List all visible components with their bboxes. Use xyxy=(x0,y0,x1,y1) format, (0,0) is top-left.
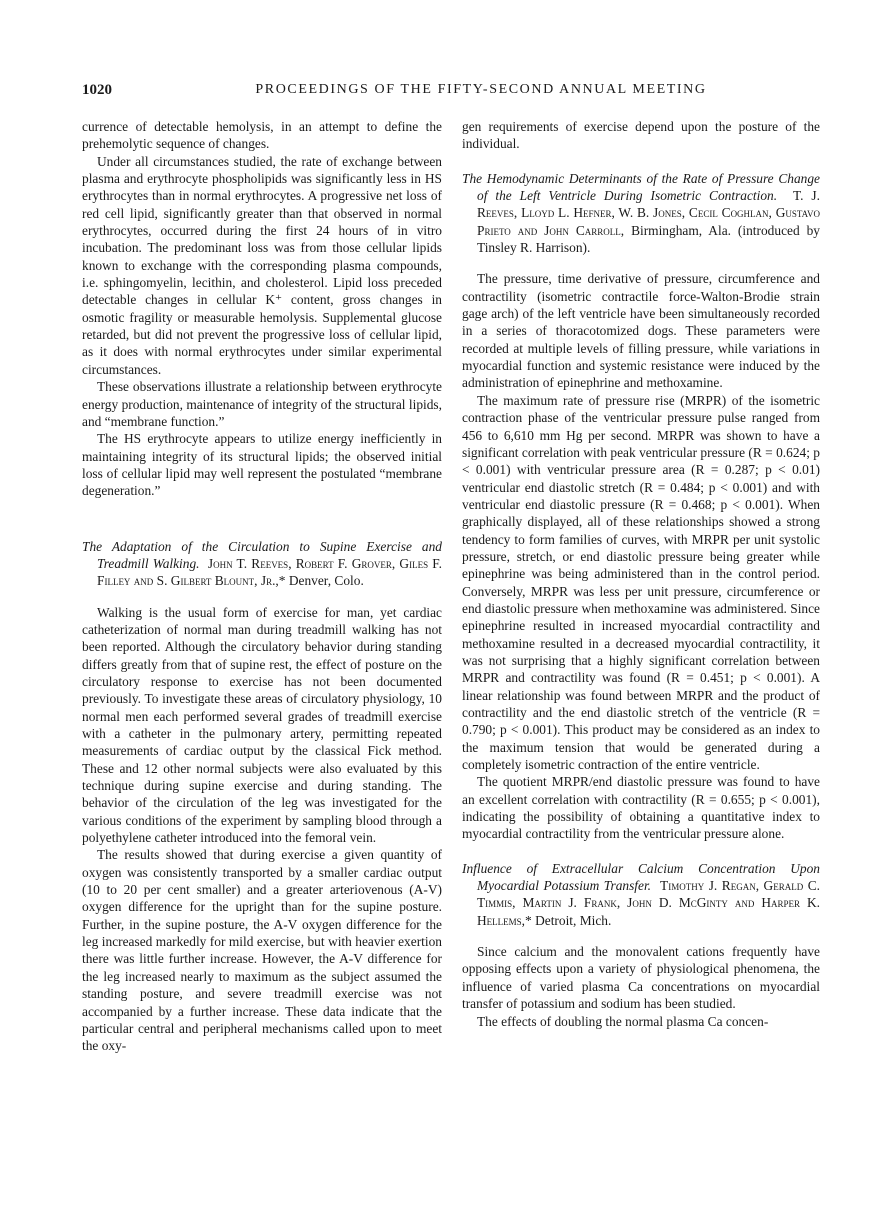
article-heading xyxy=(82,538,442,590)
paragraph: gen requirements of exercise depend upon the posture of the individual. xyxy=(462,119,820,152)
article-title: Influence of Extracellular Calcium Concentration Upon Myocardial Potassium Transfer. xyxy=(462,860,820,894)
paragraph: Walking is the usual form of exercise for man, yet cardiac catheterization of normal man during treadmill walking has not been reported. Although the circulatory behavior during standing differs greatly from that of supine rest, the effect of posture on the circulatory response to exercise has not been documented previously. To investigate these areas of circulatory physiology, 10 normal men each performed several grades of treadmill exercise with a catheter in the pulmonary artery, permitting repeated measurements of cardiac output by the classical Fick method. These and 12 other normal subjects were also evaluated by this technique during supine exercise and during standing. The behavior of the circulation of the leg was investigated for the various conditions of the experiment by sampling blood through a polyethylene catheter introduced into the femoral vein. xyxy=(82,604,442,846)
article-title: The Hemodynamic Determinants of the Rate of Pressure Change of the Left Ventricle During Isometric Contraction. xyxy=(462,170,820,204)
article-heading xyxy=(462,170,820,257)
article-authors: Timothy J. Regan, Gerald C. Timmis, Martin J. Frank, John D. McGinty and Harper K. Hellems,* xyxy=(477,878,820,928)
article-location: Denver, Colo. xyxy=(288,573,364,589)
page-header xyxy=(82,82,820,102)
paragraph: The pressure, time derivative of pressure, circumference and contractility (isometric contractile force-Walton-Brodie strain gage arch) of the left ventricle have been simultaneously recorded in a series of thoracotomized dogs. These parameters were recorded at multiple levels of filling pressure, while variations in myocardial function and systemic resistance were induced by the administration of epinephrine and methoxamine. xyxy=(462,271,820,391)
paragraph: The effects of doubling the normal plasma Ca concen- xyxy=(477,1013,769,1029)
article-authors: T. J. Reeves, Lloyd L. Hefner, W. B. Jones, Cecil Coghlan, Gustavo Prieto and John Carroll, xyxy=(477,188,820,238)
article-location: Birmingham, Ala. (introduced by Tinsley R. Harrison). xyxy=(477,222,820,256)
paragraph: The maximum rate of pressure rise (MRPR) of the isometric contraction phase of the ventricular pressure pulse ranged from 456 to 6,610 mm Hg per second. MRPR was shown to have a significant correlation with peak ventricular pressure (R = 0.624; p < 0.001) with ventricular pressure area (R = 0.287; p < 0.01) ventricular end diastolic stretch (R = 0.484; p < 0.001) and with ventricular end diastolic pressure (R = 0.468; p < 0.001). When graphically displayed, all of these relationships showed a strong tendency to form families of curves, with MRPR per unit systolic pressure, stretch, or end diastolic pressure being greater while epinephrine was being administered than in the control period. Conversely, MRPR was less per unit pressure, circumference or end diastolic pressure when methoxamine was administered. Since epinephrine resulted in increased myocardial contractility and methoxamine resulted in a decreased myocardial contractility, it was not surprising that a highly significant correlation between MRPR and contractility was found (R = 0.451; p < 0.001). A linear relationship was found between MRPR and the product of contractility and the end diastolic stretch of the ventricle (R = 0.790; p < 0.001). This product may be considered as an index to the maximum tension that would be generated during a completely isometric contraction of the entire ventricle. xyxy=(462,392,820,773)
paragraph: The quotient MRPR/end diastolic pressure was found to have an excellent correlation with contractility (R = 0.655; p < 0.001), indicating the possibility of obtaining a quantitative index to myocardial contractility from the ventricular pressure alone. xyxy=(462,774,820,842)
right-column xyxy=(462,118,820,1030)
paragraph: Since calcium and the monovalent cations frequently have opposing effects upon a variety of physiological phenomena, the influence of varied plasma Ca concentrations on myocardial transfer of potassium and sodium has been studied. xyxy=(462,944,820,1012)
article-title: The Adaptation of the Circulation to Supine Exercise and Treadmill Walking. xyxy=(82,538,442,571)
running-title: PROCEEDINGS OF THE FIFTY-SECOND ANNUAL MEETING xyxy=(255,82,707,97)
paragraph: The results showed that during exercise a given quantity of oxygen was consistently transported by a smaller cardiac output (10 to 20 per cent smaller) and a greater arteriovenous (A-V) oxygen difference for the upright than for the supine posture. Further, in the supine posture, the A-V oxygen difference for the leg increased markedly for mild exercise, but with heavier exertion there was little further increase. However, the A-V difference for the leg increased nearly to maximum as the subject assumed the standing posture, and severe treadmill exercise was not accompanied by a further increase. These data indicate that the particular central and peripheral mechanisms called upon to meet the oxy- xyxy=(82,847,442,1054)
page-number: 1020 xyxy=(82,82,112,98)
paragraph: These observations illustrate a relationship between erythrocyte energy production, maintenance of integrity of the structural lipids, and “membrane function.” xyxy=(82,379,442,429)
article-authors: John T. Reeves, Robert F. Grover, Giles F. Filley and S. Gilbert Blount, Jr.,* xyxy=(97,555,442,589)
paragraph: The HS erythrocyte appears to utilize energy inefficiently in maintaining integrity of its structural lipids; the observed initial loss of cellular lipid may well represent the postulated “membrane degeneration.” xyxy=(82,431,442,499)
article-location: Detroit, Mich. xyxy=(535,912,612,928)
article-heading xyxy=(462,860,820,929)
left-column xyxy=(82,118,442,1055)
paragraph: currence of detectable hemolysis, in an attempt to define the prehemolytic sequence of changes. xyxy=(82,119,442,152)
paragraph: Under all circumstances studied, the rate of exchange between plasma and erythrocyte phospholipids was significantly less in HS erythrocytes than in normal erythrocytes. A progressive net loss of red cell lipid, significantly greater than that observed in normal erythrocytes, occurred during the first 24 hours of in vitro incubation. The predominant loss was from those cellular lipids known to exchange with the corresponding plasma compounds, i.e. sphingomyelin, lecithin, and cholesterol. Lipid loss preceded detectable changes in cellular K⁺ content, gross changes in osmotic fragility or measurable hemolysis. Supplemental glucose retarded, but did not prevent the progressive loss of cellular lipid, as it does with normal erythrocytes under similar experimental circumstances. xyxy=(82,153,442,377)
